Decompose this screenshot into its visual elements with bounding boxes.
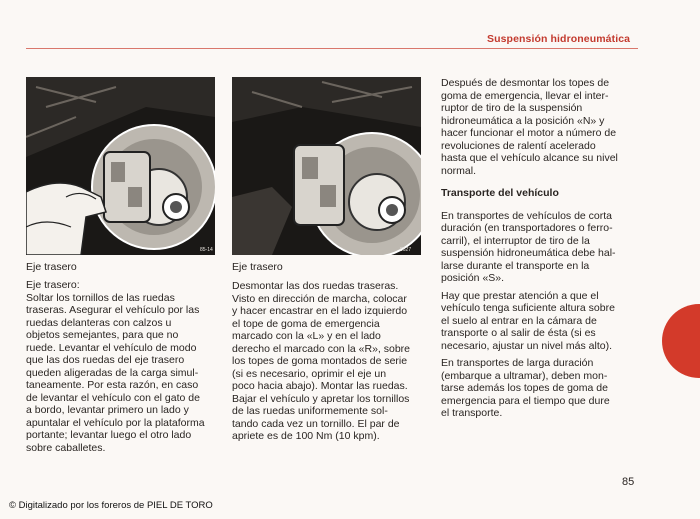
text-line: hasta que el vehículo alcance su nivel: [441, 152, 618, 164]
text-line: poco hacia abajo). Montar las ruedas.: [232, 380, 408, 392]
text-line: queden aligeradas de la carga simul-: [26, 366, 199, 379]
paragraph-long-transport: [441, 357, 618, 420]
text-line: el suelo al entrar en la cámara de: [441, 314, 597, 327]
subheading-transport: Transporte del vehículo: [441, 187, 559, 199]
text-line: ruedas delanteras con calzos u: [26, 316, 172, 329]
text-line: Soltar los tornillos de las ruedas: [26, 291, 175, 304]
figure-rear-axle-hand: [26, 77, 215, 255]
figure-code: 85-14: [200, 247, 213, 253]
text-line: el tope de goma de emergencia: [232, 317, 380, 330]
text-line: taneamente. Por esta razón, en caso: [26, 379, 199, 391]
text-line: los topes de goma montados de serie: [232, 355, 408, 367]
text-line: vehículo tenga suficiente altura sobre: [441, 302, 615, 314]
text-line: hacer funcionar el motor a número de: [441, 127, 617, 139]
text-line: Bajar el vehículo y apretar los tornillos: [232, 392, 410, 405]
text-line: sobre caballetes.: [26, 441, 106, 454]
text-line: revoluciones de ralentí acelerado: [441, 139, 596, 152]
text-line: emergencia para el tiempo que dure: [441, 394, 610, 407]
text-line: portante; levantar luego el otro lado: [26, 429, 192, 441]
text-line: normal.: [441, 164, 477, 177]
text-line: Visto en dirección de marcha, colocar: [232, 292, 407, 305]
figure-caption: Eje trasero: [26, 261, 77, 273]
text-line: de levantar el vehículo con el gato de: [26, 391, 200, 404]
text-line: a bordo, levantar primero un lado y: [26, 404, 189, 416]
paragraph-level-reset: [441, 77, 618, 177]
text-line: Eje trasero:: [26, 279, 80, 291]
text-line: y hacer encastrar en el lado izquierdo: [232, 305, 408, 317]
figure-rear-axle-stop: [232, 77, 421, 255]
text-line: Desmontar las dos ruedas traseras.: [232, 280, 399, 292]
text-line: tando cada vez un tornillo. El par de: [232, 417, 400, 430]
text-line: ruptor de tiro de la suspensión: [441, 102, 583, 114]
text-line: goma de emergencia, llevar el inter-: [441, 89, 609, 102]
scan-credit: © Digitalizado por los foreros de PIEL DE TORO: [9, 500, 213, 511]
header-rule: [26, 48, 638, 49]
text-line: necesario, ajustar un nivel más alto).: [441, 339, 612, 352]
text-line: Después de desmontar los topes de: [441, 77, 610, 89]
text-line: que las dos ruedas del eje trasero: [26, 354, 185, 366]
text-line: hidroneumática a la posición «N» y: [441, 114, 605, 127]
text-line: (si es necesario, oprimir el eje un: [232, 367, 387, 380]
paragraph-ground-clearance: [441, 290, 618, 353]
text-line: ruede. Levantar el vehículo de modo: [26, 341, 197, 354]
section-tab-marker: [662, 304, 700, 378]
figure-code: 8627: [400, 247, 412, 253]
text-line: En transportes de larga duración: [441, 357, 594, 369]
text-line: duración (en transportadores o ferro-: [441, 222, 613, 234]
text-line: (embarque a ultramar), deben mon-: [441, 369, 608, 382]
text-line: marcado con la «L» y en el lado: [232, 330, 381, 342]
figure-caption: Eje trasero: [232, 261, 283, 273]
text-line: traseras. Asegurar el vehículo por las: [26, 304, 200, 316]
text-line: tarse además los topes de goma de: [441, 382, 608, 394]
section-title: Suspensión hidroneumática: [487, 33, 631, 45]
text-line: apuntalar el vehículo por la plataforma: [26, 416, 205, 429]
text-line: suspensión hidroneumática debe hal-: [441, 247, 616, 259]
text-line: objetos semejantes, para que no: [26, 329, 179, 341]
text-line: Hay que prestar atención a que el: [441, 289, 599, 302]
column-1-text: [26, 279, 205, 454]
text-line: carril), el interruptor de tiro de la: [441, 234, 590, 247]
text-line: En transportes de vehículos de corta: [441, 209, 613, 222]
text-line: derecho el marcado con la «R», sobre: [232, 342, 411, 355]
text-line: larse durante el transporte en la: [441, 259, 590, 272]
text-line: el transporte.: [441, 407, 503, 419]
text-line: de las ruedas uniformemente sol-: [232, 405, 388, 417]
column-2-text: [232, 280, 410, 443]
page-number: 85: [622, 476, 635, 488]
text-line: apriete es de 100 Nm (10 kpm).: [232, 430, 380, 442]
paragraph-short-transport: [441, 210, 618, 285]
text-line: transporte o al salir de ésta (si es: [441, 327, 596, 339]
text-line: posición «S».: [441, 272, 505, 284]
column-3-text: [441, 77, 618, 425]
